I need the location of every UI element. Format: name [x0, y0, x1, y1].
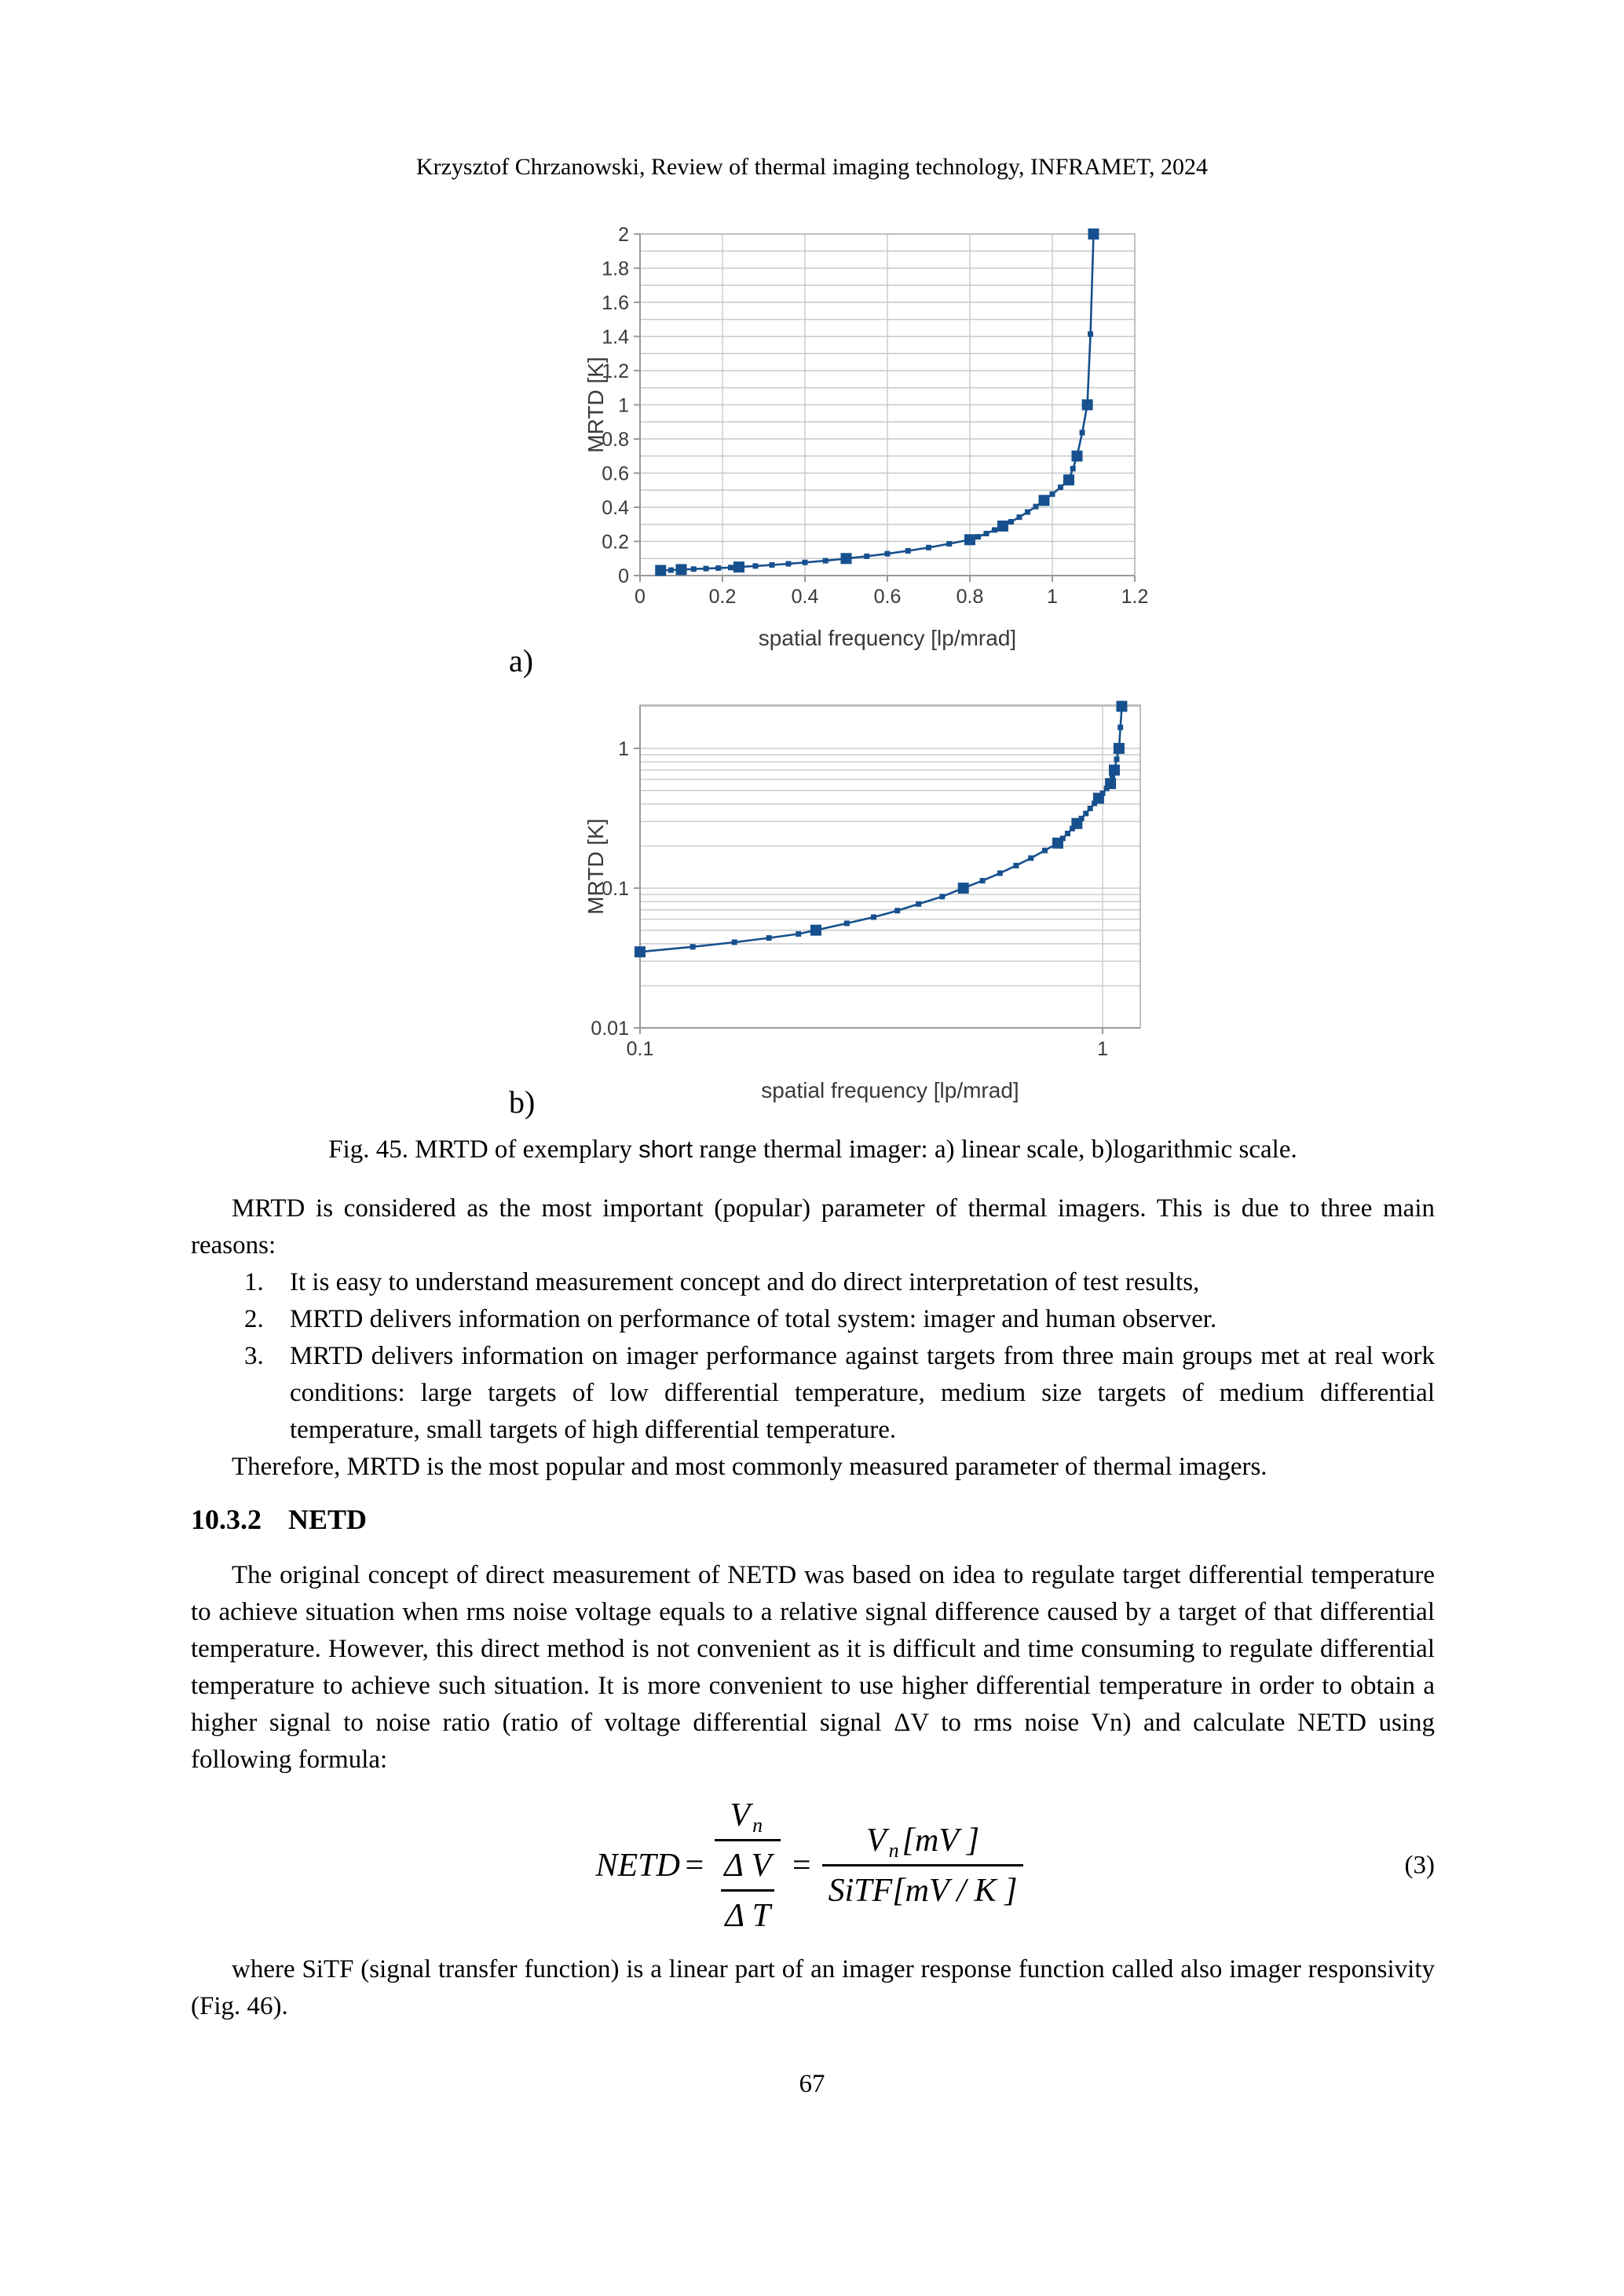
list-item [191, 1301, 1435, 1338]
list-item [191, 1338, 1435, 1449]
series-point-minor [1080, 430, 1085, 435]
series-point-minor [753, 563, 759, 569]
series-point-minor [1042, 848, 1048, 854]
paragraph-where: where SiTF (signal transfer function) is a linear part of an imager response function called also imager responsivity (Fig. 46). [191, 1955, 1435, 2020]
y-tick-label: 1.4 [602, 326, 629, 349]
x-tick-label: 0.6 [873, 586, 902, 608]
series-point-minor [984, 531, 989, 536]
x-axis-title: spatial frequency [lp/mrad] [761, 1078, 1019, 1102]
series-point-minor [786, 561, 792, 566]
series-point-minor [980, 878, 986, 883]
x-tick-label: 1.2 [1121, 586, 1149, 608]
fraction-2 [822, 1823, 1024, 1910]
equals-sign: = [790, 1847, 813, 1884]
x-tick-label: 0 [635, 586, 646, 608]
y-tick-label: 1 [618, 738, 629, 761]
series-point-minor [864, 554, 869, 559]
series-point-minor [803, 560, 808, 565]
y-tick-label: 0.01 [591, 1018, 629, 1040]
caption-highlight: short [638, 1135, 693, 1163]
subfigure-label-b: b) [509, 1084, 536, 1120]
series-point-minor [1114, 756, 1119, 762]
series-point-minor [894, 908, 900, 913]
series-point-minor [690, 944, 696, 949]
y-tick-label: 1.8 [602, 258, 629, 280]
y-tick-label: 0 [618, 565, 629, 587]
list-item-text: It is easy to understand measurement concept and do direct interpretation of test results, [290, 1268, 1200, 1296]
list-item-number: 1. [244, 1268, 264, 1296]
data-point-marker [1072, 451, 1083, 462]
list-item [191, 1264, 1435, 1301]
data-point-marker [655, 565, 666, 576]
series-point-minor [997, 870, 1003, 876]
series-point-minor [796, 931, 801, 937]
series-point-minor [1008, 519, 1014, 525]
x-tick-label: 0.8 [956, 586, 984, 608]
equation-netd [596, 1797, 1030, 1935]
inner-fraction [721, 1848, 774, 1935]
x-tick-label: 0.1 [626, 1038, 654, 1060]
paragraph-netd-intro: The original concept of direct measurement of NETD was based on idea to regulate target differential temperature to achieve situation when rms noise voltage equals to a relative signal difference caused by a target of that differential temperature. However, this direct method is not convenient as it is difficult and time consuming to regulate differential temperature to achieve such situation. It is more convenient to use higher differential temperature in order to obtain a higher signal to noise ratio (ratio of voltage differential signal ΔV to rms noise Vn) and calculate NETD using following formula: [191, 1561, 1435, 1774]
paragraph-therefore: Therefore, MRTD is the most popular and most commonly measured parameter of thermal imagers. [232, 1453, 1267, 1481]
series-point-minor [770, 562, 775, 568]
y-tick-label: 2 [618, 224, 629, 246]
series-point-minor [1088, 331, 1093, 337]
data-point-marker [841, 553, 852, 564]
plot-border [640, 705, 1140, 1028]
y-axis-title: MRTD [K] [583, 818, 608, 915]
series-point-minor [905, 548, 911, 554]
x-axis-title: spatial frequency [lp/mrad] [758, 626, 1017, 650]
series-point-minor [766, 935, 772, 941]
series-point-minor [1033, 504, 1039, 510]
fraction-1-denominator [715, 1839, 781, 1935]
series-point-minor [1065, 831, 1070, 836]
series-line [640, 707, 1122, 952]
x-tick-label: 0.2 [708, 586, 737, 608]
series-point-minor [992, 527, 997, 532]
series-point-minor [668, 568, 674, 573]
data-point-marker [1063, 474, 1074, 485]
fraction-1-numerator: V n [730, 1797, 763, 1837]
caption-text-2: range thermal imager: a) linear scale, b)logarithmic scale. [693, 1135, 1297, 1164]
series-point-minor [1083, 811, 1088, 817]
series-line [660, 234, 1093, 571]
series-point-minor [1088, 806, 1093, 811]
y-tick-label: 0.4 [602, 497, 629, 519]
list-item-number: 2. [244, 1305, 264, 1333]
series-point-minor [691, 566, 697, 572]
chart-mrtd-log [471, 677, 1178, 1117]
page-header: Krzysztof Chrzanowski, Review of thermal imaging technology, INFRAMET, 2024 [415, 154, 1209, 180]
figure-caption [191, 1131, 1435, 1168]
reasons-list [191, 1264, 1435, 1449]
data-point-marker [1109, 765, 1120, 776]
netd-symbol: NETD [595, 1847, 680, 1884]
y-tick-label: 0.1 [602, 878, 629, 901]
data-point-marker [1105, 778, 1116, 789]
data-point-marker [1116, 701, 1127, 712]
data-point-marker [1114, 743, 1125, 754]
list-item-text: MRTD delivers information on imager performance against targets from three main groups met at real work conditions: large targets of low differential temperature, medium size targets of medium differential temperature, small targets of high differential temperature. [290, 1342, 1435, 1444]
series-point-minor [1017, 514, 1022, 520]
data-point-marker [1039, 495, 1050, 506]
data-point-marker [1093, 793, 1104, 804]
data-point-marker [635, 946, 646, 957]
x-tick-label: 1 [1097, 1038, 1109, 1060]
equation-number: (3) [1404, 1851, 1435, 1880]
data-point-marker [676, 564, 687, 575]
data-point-marker [1082, 400, 1093, 411]
data-point-marker [733, 561, 744, 572]
series-point-minor [1025, 510, 1030, 515]
section-number: 10.3.2 [191, 1504, 262, 1535]
series-point-minor [885, 551, 891, 557]
series-point-minor [732, 939, 737, 945]
text-body [191, 1131, 1435, 2025]
y-tick-label: 0.8 [602, 429, 629, 451]
section-title: NETD [288, 1504, 368, 1535]
y-tick-label: 1 [618, 394, 629, 417]
fraction-2-numerator: V n [mV ] [866, 1822, 980, 1862]
series-point-minor [1117, 725, 1123, 730]
list-item-number: 3. [244, 1342, 264, 1370]
page-number: 67 [799, 2070, 825, 2098]
series-point-minor [916, 901, 921, 907]
data-point-marker [1052, 838, 1063, 849]
series-point-minor [1028, 855, 1033, 861]
x-tick-label: 1 [1047, 586, 1058, 608]
series-point-minor [1058, 484, 1063, 490]
list-item-text: MRTD delivers information on performance of total system: imager and human observer. [290, 1305, 1217, 1333]
series-point-minor [926, 545, 931, 550]
fraction-2-denominator: SiTF [mV / K ] [822, 1864, 1024, 1910]
data-point-marker [997, 521, 1008, 532]
series-point-minor [823, 558, 828, 564]
series-point-minor [1013, 863, 1019, 868]
equals-sign: = [682, 1847, 706, 1884]
y-tick-label: 1.6 [602, 292, 629, 314]
fraction-1 [715, 1797, 781, 1935]
series-point-minor [975, 534, 981, 539]
series-point-minor [715, 565, 721, 571]
series-point-minor [1070, 466, 1076, 471]
data-point-marker [964, 534, 975, 545]
inner-denominator: Δ T [725, 1897, 771, 1934]
y-tick-label: 0.6 [602, 462, 629, 485]
y-tick-label: 1.2 [602, 360, 629, 382]
series-point-minor [728, 565, 733, 570]
series-point-minor [939, 894, 945, 899]
x-tick-label: 0.4 [791, 586, 819, 608]
chart-mrtd-linear [471, 210, 1178, 682]
caption-text-1: Fig. 45. MRTD of exemplary [328, 1135, 639, 1164]
series-point-minor [871, 914, 876, 919]
y-tick-label: 0.2 [602, 531, 629, 554]
section-heading [191, 1501, 1435, 1538]
paragraph-mrtd-intro: MRTD is considered as the most important (popular) parameter of thermal imagers. This is due to three main reasons: [191, 1194, 1435, 1260]
series-point-minor [844, 920, 850, 926]
data-point-marker [958, 883, 969, 894]
series-point-minor [946, 541, 952, 547]
series-point-minor [704, 566, 709, 572]
y-axis-title: MRTD [K] [583, 356, 608, 453]
data-point-marker [810, 925, 821, 936]
equation-row [191, 1783, 1435, 1948]
inner-numerator: Δ V [721, 1848, 774, 1892]
subfigure-label-a: a) [509, 643, 534, 678]
data-point-marker [1088, 229, 1099, 239]
series-point-minor [1050, 492, 1055, 497]
data-point-marker [1071, 818, 1082, 829]
